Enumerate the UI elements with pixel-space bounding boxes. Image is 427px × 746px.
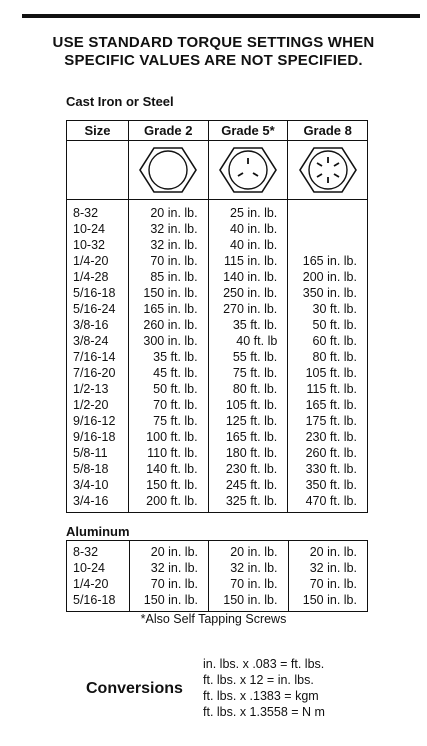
aluminum-grade-8-column — [288, 541, 368, 612]
table-cell — [292, 205, 363, 221]
table-cell: 10-24 — [73, 561, 105, 575]
table-cell: 125 ft. lb. — [225, 414, 278, 428]
table-cell: 40 ft. lb — [236, 334, 278, 348]
cast-grade-2-column — [128, 200, 208, 513]
table-cell: 40 in. lb. — [230, 222, 278, 236]
table-cell: 75 ft. lb. — [232, 366, 278, 380]
table-cell: 165 in. lb. — [302, 254, 357, 268]
table-cell: 350 ft. lb. — [305, 478, 357, 492]
table-cell: 35 ft. lb. — [232, 318, 278, 332]
table-cell: 32 in. lb. — [230, 561, 278, 575]
table-cell: 260 in. lb. — [143, 318, 198, 332]
table-cell: 150 in. lb. — [223, 593, 278, 607]
heading-line-1: USE STANDARD TORQUE SETTINGS WHEN — [52, 34, 375, 51]
table-cell: 5/16-18 — [73, 593, 116, 607]
table-cell: 70 ft. lb. — [153, 398, 198, 412]
table-cell: 1/2-20 — [73, 398, 109, 412]
table-cell: 55 ft. lb. — [232, 350, 278, 364]
cast-size-column — [67, 200, 129, 513]
grade-2-icon-cell — [128, 141, 208, 200]
table-cell: 105 ft. lb. — [305, 366, 357, 380]
table-cell: 105 ft. lb. — [225, 398, 278, 412]
table-cell: 7/16-14 — [73, 350, 116, 364]
table-cell: 1/4-20 — [73, 254, 109, 268]
table-cell: 70 in. lb. — [150, 254, 198, 268]
table-cell: 1/4-20 — [73, 577, 109, 591]
table-cell: 9/16-18 — [73, 430, 116, 444]
table-cell: 70 in. lb. — [230, 577, 278, 591]
table-cell: 150 in. lb. — [302, 593, 357, 607]
conversion-line: in. lbs. x .083 = ft. lbs. — [203, 657, 325, 671]
table-cell: 115 in. lb. — [224, 254, 278, 268]
table-cell: 3/4-16 — [73, 494, 109, 508]
table-cell: 70 in. lb. — [150, 577, 199, 591]
table-cell: 300 in. lb. — [143, 334, 198, 348]
table-cell: 270 in. lb. — [223, 302, 278, 316]
table-cell: 3/8-16 — [73, 318, 109, 332]
bolt-head-blank — [67, 141, 129, 200]
table-cell: 110 ft. lb. — [147, 446, 198, 460]
table-cell: 75 ft. lb. — [153, 414, 198, 428]
table-cell: 20 in. lb. — [230, 545, 278, 559]
table-cell: 20 in. lb. — [150, 206, 198, 220]
table-cell: 20 in. lb. — [309, 545, 357, 559]
table-cell: 1/4-28 — [73, 270, 109, 284]
table-cell: 8-32 — [73, 545, 99, 559]
header-grade-8: Grade 8 — [288, 121, 368, 141]
table-cell: 60 ft. lb. — [312, 334, 357, 348]
table-cell: 140 ft. lb. — [146, 462, 198, 476]
table-cell: 32 in. lb. — [150, 561, 199, 575]
table-cell: 165 ft. lb. — [305, 398, 357, 412]
table-cell: 3/8-24 — [73, 334, 109, 348]
table-cell: 150 ft. lb. — [146, 478, 198, 492]
table-cell: 5/16-18 — [73, 286, 116, 300]
table-cell — [292, 221, 363, 237]
table-cell: 7/16-20 — [73, 366, 116, 380]
cast-data-row — [67, 200, 368, 513]
conversions-title: Conversions — [86, 680, 183, 697]
table-cell: 10-32 — [73, 238, 105, 252]
table-cell: 32 in. lb. — [150, 222, 198, 236]
table-cell: 150 in. lb. — [143, 593, 199, 607]
aluminum-data-row — [67, 541, 368, 612]
table-cell: 8-32 — [73, 206, 99, 220]
table-cell: 85 in. lb. — [150, 270, 198, 284]
cast-iron-steel-label: Cast Iron or Steel — [66, 94, 174, 109]
grade-5-icon-cell — [208, 141, 288, 200]
table-cell: 9/16-12 — [73, 414, 116, 428]
header-grade-5: Grade 5* — [208, 121, 288, 141]
table-cell: 100 ft. lb. — [146, 430, 198, 444]
hex-bolt-3-line-icon — [219, 145, 277, 195]
aluminum-label: Aluminum — [66, 524, 130, 539]
table-cell: 10-24 — [73, 222, 105, 236]
table-cell: 175 ft. lb. — [305, 414, 357, 428]
table-cell: 5/16-24 — [73, 302, 116, 316]
table-cell: 32 in. lb. — [309, 561, 357, 575]
table-cell: 3/4-10 — [73, 478, 109, 492]
table-cell: 35 ft. lb. — [153, 350, 198, 364]
header-size: Size — [67, 121, 129, 141]
table-cell: 150 in. lb. — [143, 286, 198, 300]
conversion-line: ft. lbs. x 12 = in. lbs. — [203, 673, 314, 687]
cast-grade-8-column — [288, 200, 368, 513]
table-cell: 80 ft. lb. — [312, 350, 357, 364]
cast-grade-5-column — [208, 200, 288, 513]
table-cell: 165 in. lb. — [143, 302, 198, 316]
table-cell: 1/2-13 — [73, 382, 109, 396]
table-cell: 45 ft. lb. — [153, 366, 198, 380]
table-cell: 180 ft. lb. — [225, 446, 278, 460]
table-cell: 80 ft. lb. — [232, 382, 278, 396]
aluminum-grade-2-column — [129, 541, 208, 612]
table-cell: 115 ft. lb. — [306, 382, 357, 396]
table-cell: 32 in. lb. — [150, 238, 198, 252]
table-cell: 140 in. lb. — [223, 270, 278, 284]
hex-bolt-6-line-icon — [299, 145, 357, 195]
table-cell: 230 ft. lb. — [305, 430, 357, 444]
header-row — [67, 121, 368, 141]
header-grade-2: Grade 2 — [128, 121, 208, 141]
table-cell: 250 in. lb. — [223, 286, 278, 300]
aluminum-torque-table — [66, 540, 368, 612]
table-cell: 260 ft. lb. — [305, 446, 357, 460]
footnote: *Also Self Tapping Screws — [140, 612, 287, 626]
table-cell: 470 ft. lb. — [305, 494, 357, 508]
table-cell: 25 in. lb. — [230, 206, 278, 220]
aluminum-grade-5-column — [209, 541, 288, 612]
table-cell: 40 in. lb. — [230, 238, 278, 252]
table-cell: 30 ft. lb. — [312, 302, 357, 316]
conversion-line: ft. lbs. x .1383 = kgm — [203, 689, 319, 703]
table-cell: 165 ft. lb. — [225, 430, 278, 444]
conversion-line: ft. lbs. x 1.3558 = N m — [203, 705, 325, 719]
table-cell: 200 in. lb. — [302, 270, 357, 284]
table-cell: 325 ft. lb. — [225, 494, 278, 508]
table-cell: 245 ft. lb. — [225, 478, 278, 492]
table-cell: 50 ft. lb. — [312, 318, 357, 332]
page-heading — [0, 34, 427, 70]
table-cell: 230 ft. lb. — [225, 462, 278, 476]
table-cell: 20 in. lb. — [150, 545, 199, 559]
table-cell: 200 ft. lb. — [146, 494, 198, 508]
top-rule — [22, 14, 420, 18]
table-cell: 5/8-11 — [73, 446, 108, 460]
heading-line-2: SPECIFIC VALUES ARE NOT SPECIFIED. — [64, 52, 363, 69]
table-cell — [292, 237, 363, 253]
hex-bolt-plain-icon — [139, 145, 197, 195]
table-cell: 350 in. lb. — [302, 286, 357, 300]
conversions-list — [203, 656, 325, 720]
table-cell: 330 ft. lb. — [305, 462, 357, 476]
bolt-head-row — [67, 141, 368, 200]
cast-iron-torque-table — [66, 120, 368, 513]
aluminum-size-column — [67, 541, 130, 612]
table-cell: 5/8-18 — [73, 462, 109, 476]
grade-8-icon-cell — [288, 141, 368, 200]
table-cell: 50 ft. lb. — [153, 382, 198, 396]
table-cell: 70 in. lb. — [309, 577, 357, 591]
